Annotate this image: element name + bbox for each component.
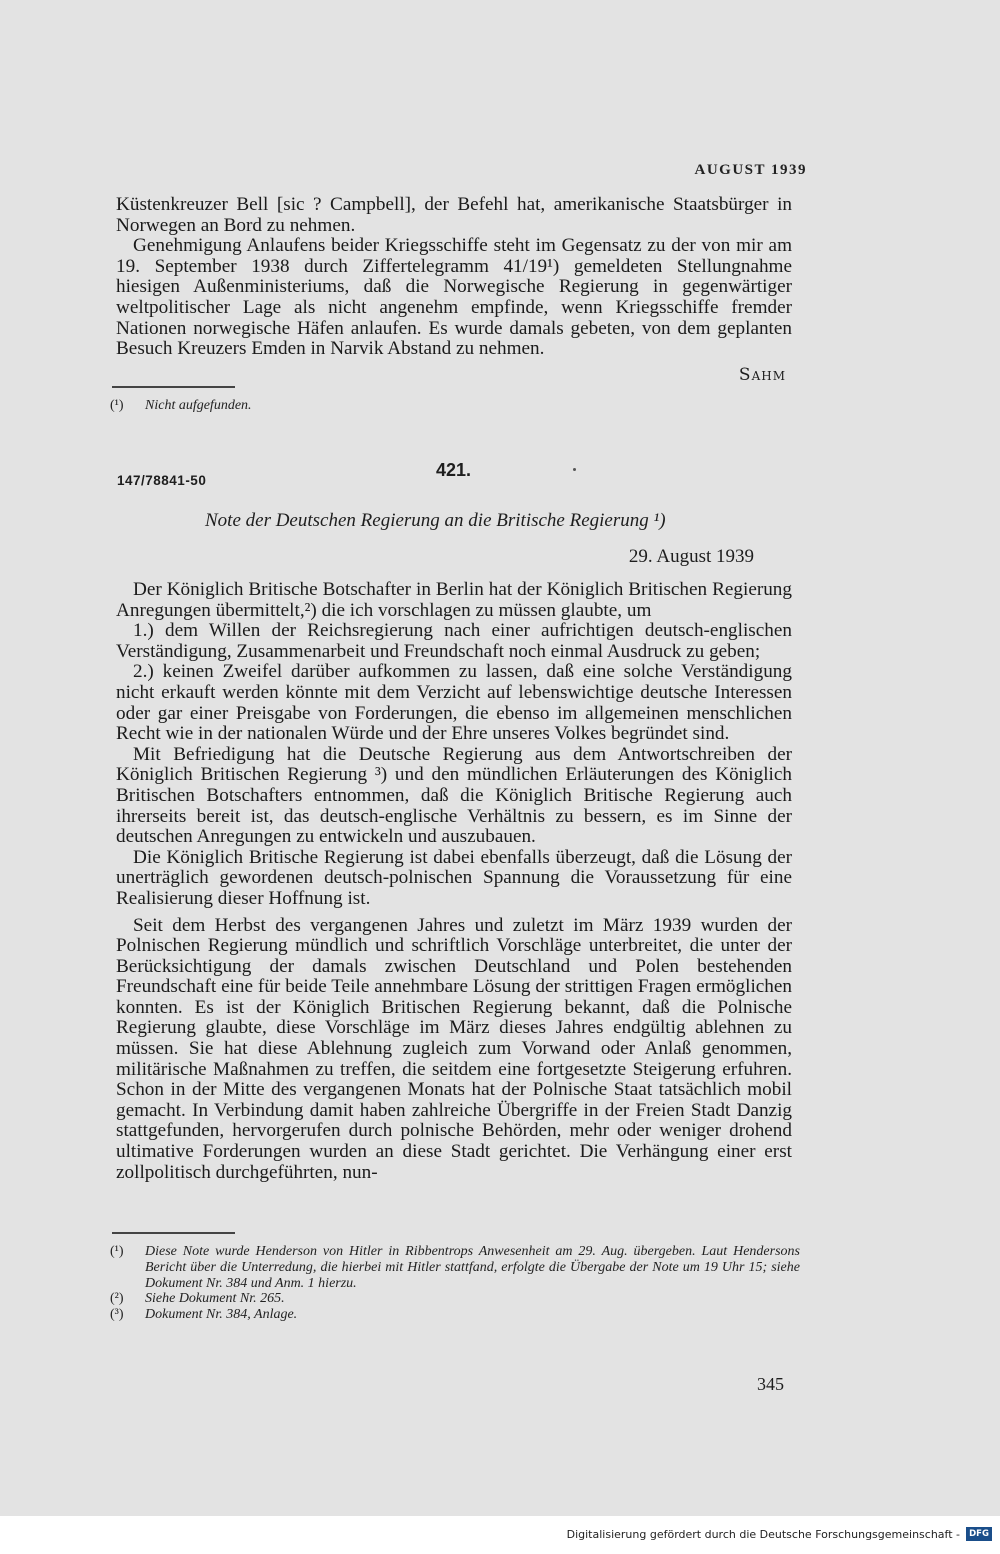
footnote-number: (³) <box>110 1307 124 1323</box>
footnote-number: (¹) <box>110 1244 124 1259</box>
paragraph: Genehmigung Anlaufens beider Kriegsschiffe steht im Gegensatz zu der von mir am 19. September 1938 durch Ziffertelegramm 41/19¹) gemeldeten Stellungnahme hiesigen Außenministeriums, daß die Norwegische Regierung in gegenwärtiger weltpolitischer Lage als nicht angenehm empfinde, wenn Kriegsschiffe fremder Nationen norwegische Häfen anlaufen. Es wurde damals gebeten, von dem geplanten Besuch Kreuzers Emden in Narvik Abstand zu nehmen. <box>116 235 792 360</box>
top-text-block <box>116 195 792 360</box>
paragraph: Mit Befriedigung hat die Deutsche Regierung aus dem Antwortschreiben der Königlich Britischen Regierung ³) und den mündlichen Erläuterungen des Königlich Britischen Botschafters entnommen, daß die Königlich Britische Regierung auch ihrerseits bereit ist, das deutsch-englische Verhältnis zu bessern, es im Sinne der deutschen Anregungen zu entwickeln und auszubauen. <box>116 743 792 848</box>
footer-bar <box>0 1516 1000 1554</box>
page-number: 345 <box>757 1374 784 1394</box>
paragraph: 2.) keinen Zweifel darüber aufkommen zu lassen, daß eine solche Verständigung nicht erkauft werden könnte mit dem Verzicht auf lebenswichtige deutsche Interessen oder gar einer Preisgabe von Forderungen, die ebenso im allgemeinen menschlichen Recht wie in der nationalen Würde und der Ehre unseres Volkes begründet sind. <box>116 661 792 745</box>
dfg-logo: DFG <box>966 1527 992 1541</box>
footnote-divider <box>112 1232 235 1234</box>
footnote-number: (²) <box>110 1291 124 1307</box>
document-heading: Note der Deutschen Regierung an die Britische Regierung ¹) <box>205 510 666 531</box>
footnotes <box>110 1244 800 1323</box>
paragraph: Der Königlich Britische Botschafter in Berlin hat der Königlich Britischen Regierung Anregungen übermittelt,²) die ich vorschlagen zu müssen glaubte, um <box>116 579 792 621</box>
footnote-divider <box>112 386 235 388</box>
footnote <box>110 1307 800 1323</box>
body-text <box>116 580 792 1183</box>
running-head: AUGUST 1939 <box>694 162 807 178</box>
paragraph: Küstenkreuzer Bell [sic ? Campbell], der Befehl hat, amerikanische Staatsbürger in Norwegen an Bord zu nehmen. <box>116 194 792 236</box>
footnote-text: Siehe Dokument Nr. 265. <box>145 1291 285 1307</box>
top-footnote <box>110 398 800 414</box>
paragraph: 1.) dem Willen der Reichsregierung nach einer aufrichtigen deutsch-englischen Verständigung, Zusammenarbeit und Freundschaft noch einmal Ausdruck zu geben; <box>116 620 792 662</box>
footnote-number: (¹) <box>110 398 124 413</box>
scan-speck <box>573 468 576 471</box>
footnote-text: Nicht aufgefunden. <box>145 398 252 413</box>
footnote <box>110 1291 800 1307</box>
document-number: 421. <box>436 460 472 480</box>
paragraph: Die Königlich Britische Regierung ist dabei ebenfalls überzeugt, daß die Lösung der unerträglich gewordenen deutsch-polnischen Spannung die Voraussetzung für eine Realisierung dieser Hoffnung ist. <box>116 846 792 909</box>
footnote-text: Diese Note wurde Henderson von Hitler in Ribbentrops Anwesenheit am 29. Aug. übergeben. Laut Hendersons Bericht über die Unterredung, die hierbei mit Hitler stattfand, erfolgte die Übergabe der Note um 19 Uhr 15; siehe Dokument Nr. 384 und Anm. 1 hierzu. <box>145 1244 800 1291</box>
footer-credit: Digitalisierung gefördert durch die Deutsche Forschungsgemeinschaft - <box>566 1528 960 1541</box>
footnote-text: Dokument Nr. 384, Anlage. <box>145 1307 298 1323</box>
paragraph: Seit dem Herbst des vergangenen Jahres und zuletzt im März 1939 wurden der Polnischen Regierung mündlich und schriftlich Vorschläge unterbreitet, die unter der Berücksichtigung der damals zwischen Deutschland und Polen bestehenden Freundschaft eine für beide Teile annehmbare Lösung der strittigen Fragen ermöglichen konnten. Es ist der Königlich Britischen Regierung bekannt, daß die Polnische Regierung glaubte, diese Vorschläge im März dieses Jahres endgültig ablehnen zu müssen. Sie hat diese Ablehnung zugleich zum Vorwand oder Anlaß genommen, militärische Maßnahmen zu treffen, die seitdem eine fortgesetzte Steigerung erfuhren. Schon in der Mitte des vergangenen Monats hat der Polnische Staat tatsächlich mobil gemacht. In Verbindung damit haben zahlreiche Übergriffe in der Freien Stadt Danzig stattgefunden, hervorgerufen durch polnische Behörden, mehr oder weniger drohend ultimative Forderungen wurden an diese Stadt gerichtet. Die Verhängung einer erst zollpolitisch durchgeführten, nun- <box>116 914 792 1183</box>
file-reference: 147/78841-50 <box>117 473 207 488</box>
signature: Sahm <box>738 365 786 385</box>
document-date: 29. August 1939 <box>628 546 754 567</box>
footnote <box>110 1244 800 1291</box>
